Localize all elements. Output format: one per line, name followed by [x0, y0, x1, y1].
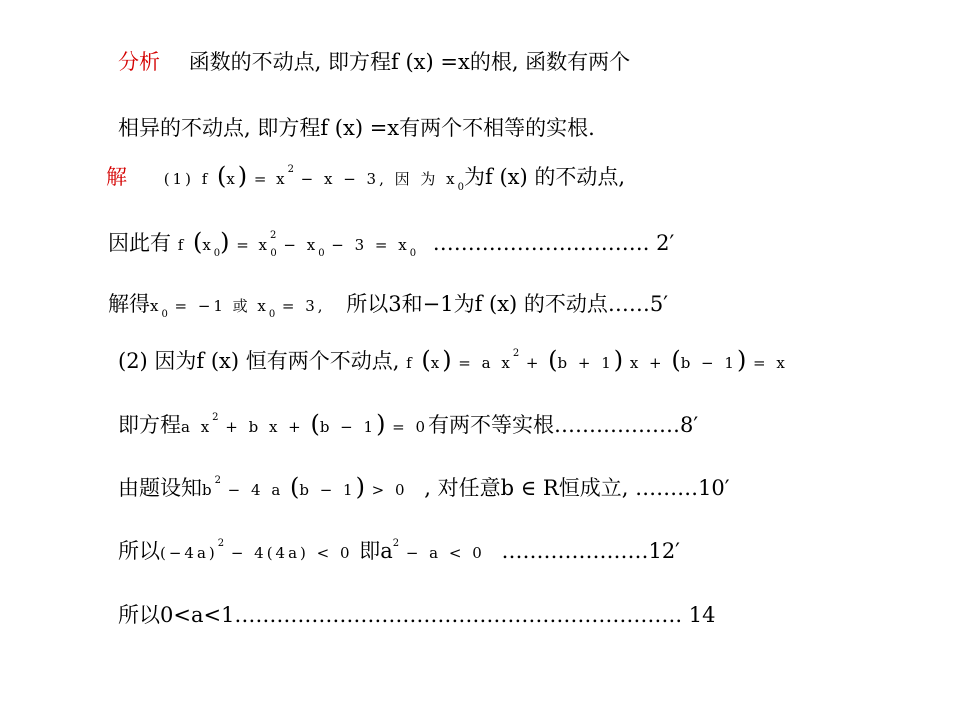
sol6-tail: , 对任意b ∈ R恒成立, ………10′	[424, 476, 730, 500]
sol2-rest: − 3 = x	[331, 236, 410, 254]
paren-close: )	[442, 346, 452, 374]
sol3-sub-a: 0	[161, 309, 168, 320]
paren-open: (	[310, 410, 320, 438]
sol5-sup: 2	[212, 412, 219, 423]
sol5-tail: 有两不等实根………………8′	[428, 413, 699, 437]
sol3-eq2: = 3,	[281, 297, 326, 315]
sol2-x0: x	[202, 236, 214, 254]
sol7-lead: 所以	[118, 539, 160, 563]
solution-line-2	[108, 227, 674, 263]
paren-open: (	[216, 162, 227, 190]
analysis-line-1	[118, 47, 630, 77]
sol6-b: b − 1	[299, 481, 356, 499]
sol3-x2: x	[257, 297, 269, 315]
sol7-m2: − 4(4a) < 0	[230, 544, 353, 562]
sol7-sup2: 2	[392, 538, 400, 549]
sol1-tail: 为f (x) 的不动点,	[464, 165, 626, 189]
sol2-sub-a: 0	[213, 248, 221, 259]
sol2-sup: 2	[269, 230, 277, 241]
sol1-x2: x	[276, 170, 288, 188]
sol2-eq: =	[236, 236, 252, 254]
sol1-eq: =	[253, 170, 270, 188]
sol1-rest: − x − 3, 因 为 x	[300, 170, 458, 188]
paren-close: )	[376, 410, 386, 438]
sol5-m3: = 0	[392, 418, 429, 436]
sol3-or: 或	[232, 297, 251, 315]
sol2-lead: 因此有	[108, 231, 171, 255]
sol3-eq1: = −1	[174, 297, 226, 315]
sol4-eq: = a x	[458, 354, 513, 372]
sol4-b1: b + 1	[557, 354, 614, 372]
paren-close: )	[237, 162, 248, 190]
sol1-lead: (1) f	[163, 170, 211, 188]
sol1-sup: 2	[287, 164, 294, 175]
solution-line-8: 所以0<a<1………………………………………………………. 14	[118, 603, 716, 627]
sol4-x: x	[430, 354, 443, 372]
sol4-x2: x +	[629, 354, 665, 372]
sol2-sub-d: 0	[409, 248, 417, 259]
paren-open: (	[289, 473, 300, 501]
sol4-f: f	[406, 354, 415, 372]
solution-line-1	[106, 161, 625, 197]
analysis-line-2: 相异的不动点, 即方程f (x) =x有两个不相等的实根.	[118, 116, 595, 140]
paren-close: )	[613, 346, 624, 374]
analysis-label: 分析	[118, 50, 160, 74]
solution-line-4	[118, 345, 788, 381]
sol4-plus: +	[525, 354, 542, 372]
sol1-x: x	[226, 170, 238, 188]
sol2-dots: …………………………. 2′	[432, 231, 675, 255]
sol6-m2: − 4 a	[227, 481, 284, 499]
sol2-x: x	[258, 236, 270, 254]
solution-label: 解	[106, 165, 127, 189]
sol3-tail: 所以3和−1为f (x) 的不动点……5′	[346, 292, 669, 316]
sol2-mid: − x	[283, 236, 319, 254]
paren-open: (	[671, 346, 681, 374]
sol4-sup: 2	[512, 348, 520, 359]
sol7-a: a	[380, 539, 393, 563]
solution-line-3	[108, 289, 668, 324]
sol5-lead: 即方程	[118, 413, 181, 437]
sol2-sub-b: 0	[270, 248, 277, 259]
sol5-m2: + b x +	[225, 418, 304, 436]
sol6-sup: 2	[214, 475, 221, 486]
solution-line-7	[118, 536, 680, 571]
analysis-text-1: 函数的不动点, 即方程f (x) =x的根, 函数有两个	[188, 50, 631, 74]
sol4-end: = x	[753, 354, 788, 372]
sol7-tail: …………………12′	[501, 539, 680, 563]
paren-open: (	[421, 346, 431, 374]
solution-line-5	[118, 409, 698, 445]
sol5-b: b − 1	[319, 418, 377, 436]
sol1-sub: 0	[457, 182, 465, 193]
paren-open: (	[192, 228, 203, 256]
paren-close: )	[220, 228, 230, 256]
sol2-f: f	[177, 236, 187, 254]
paren-open: (	[548, 346, 558, 374]
sol7-sup: 2	[217, 538, 225, 549]
sol6-m1: b	[202, 481, 215, 499]
sol3-lead: 解得	[108, 292, 150, 316]
sol5-m1: a x	[181, 418, 213, 436]
sol7-m3: − a < 0	[405, 544, 485, 562]
sol6-lead: 由题设知	[118, 476, 202, 500]
sol6-m3: > 0	[371, 481, 408, 499]
sol3-sub-b: 0	[268, 309, 276, 320]
sol2-sub-c: 0	[318, 248, 325, 259]
paren-close: )	[355, 473, 365, 501]
sol7-m1: (−4a)	[160, 544, 218, 562]
sol4-b2: b − 1	[680, 354, 737, 372]
solution-line-6	[118, 472, 730, 508]
sol3-x: x	[150, 297, 162, 315]
sol4-lead: (2) 因为f (x) 恒有两个不动点,	[118, 349, 400, 373]
paren-close: )	[736, 346, 747, 374]
sol7-mid: 即	[359, 539, 381, 563]
